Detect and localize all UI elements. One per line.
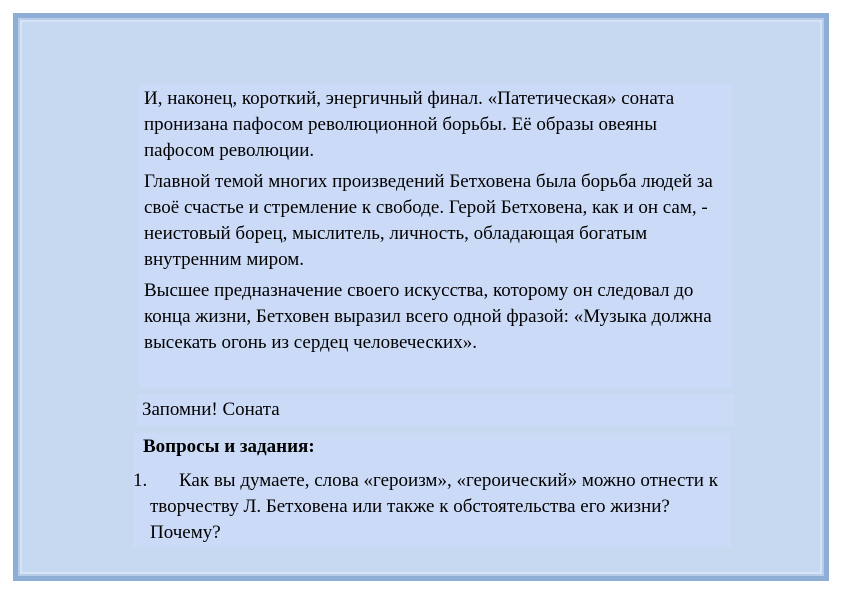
main-text-box [138,84,732,388]
questions-box [133,433,731,547]
remember-text: Запомни! Соната [142,399,280,420]
question-number: 1. [133,470,148,491]
paragraph-quote: Высшее предназначение своего искусства, которому он следовал до конца жизни, Бетховен выразил всего одной фразой: «Музыка должна высекать огонь из сердец человеческих». [144,280,712,353]
paragraph-finale: И, наконец, короткий, энергичный финал. «Патетическая» соната пронизана пафосом революционной борьбы. Её образы овеяны пафосом революции. [144,88,675,161]
question-text: Как вы думаете, слова «героизм», «героический» можно отнести к творчеству Л. Бетховена или также к обстоятельства его жизни? Почему? [150,470,718,543]
paragraph-main-theme: Главной темой многих произведений Бетховена была борьба людей за своё счастье и стремление к свободе. Герой Бетховена, как и он сам, - неистовый борец, мыслитель, личность, обладающая богатым внутренним миром. [144,171,713,270]
questions-heading: Вопросы и задания: [143,436,315,457]
remember-box [137,394,734,426]
